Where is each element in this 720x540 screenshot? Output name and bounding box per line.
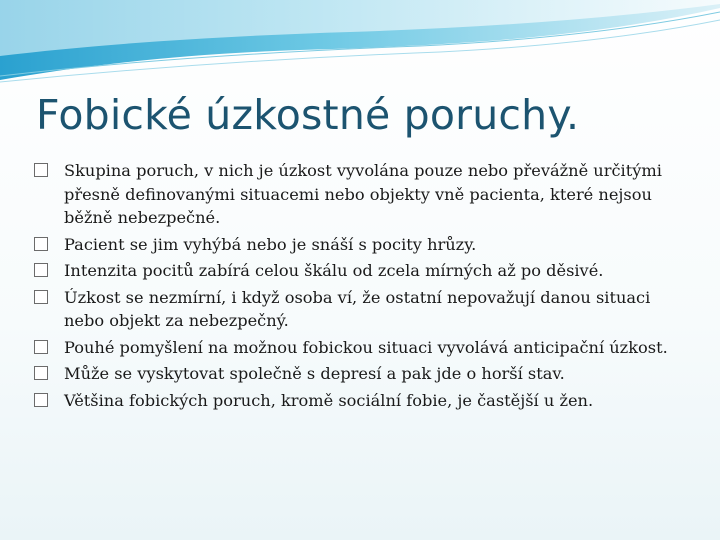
bullet-list: [34, 159, 694, 415]
bullet-text: Pouhé pomyšlení na možnou fobickou situaci vyvolává anticipační úzkost.: [64, 337, 668, 357]
bullet-text: Může se vyskytovat společně s depresí a pak jde o horší stav.: [64, 364, 565, 383]
bullet-item: [34, 389, 694, 413]
slide-title: Fobické úzkostné poruchy.: [36, 91, 580, 139]
bullet-box-icon: [34, 393, 48, 407]
bullet-box-icon: [34, 163, 48, 177]
bullet-item: [34, 336, 694, 360]
bullet-box-icon: [34, 290, 48, 304]
bullet-box-icon: [34, 237, 48, 251]
bullet-item: [34, 233, 694, 257]
bullet-text: Skupina poruch, v nich je úzkost vyvolána pouze nebo převážně určitými přesně definovanými situacemi nebo objekty vně pacienta, které nejsou běžně nebezpečné.: [64, 161, 662, 227]
bullet-text: Intenzita pocitů zabírá celou škálu od zcela mírných až po děsivé.: [64, 261, 604, 280]
bullet-item: [34, 159, 694, 230]
header-wave-decoration: [0, 0, 720, 90]
bullet-item: [34, 259, 694, 283]
bullet-item: [34, 286, 694, 333]
bullet-box-icon: [34, 263, 48, 277]
bullet-text: Úzkost se nezmírní, i když osoba ví, že ostatní nepovažují danou situaci nebo objekt za nebezpečný.: [64, 287, 651, 330]
bullet-text: Pacient se jim vyhýbá nebo je snáší s pocity hrůzy.: [64, 234, 477, 254]
bullet-item: [34, 362, 694, 386]
bullet-box-icon: [34, 366, 48, 380]
bullet-text: Většina fobických poruch, kromě sociální fobie, je častější u žen.: [64, 390, 594, 410]
bullet-box-icon: [34, 340, 48, 354]
